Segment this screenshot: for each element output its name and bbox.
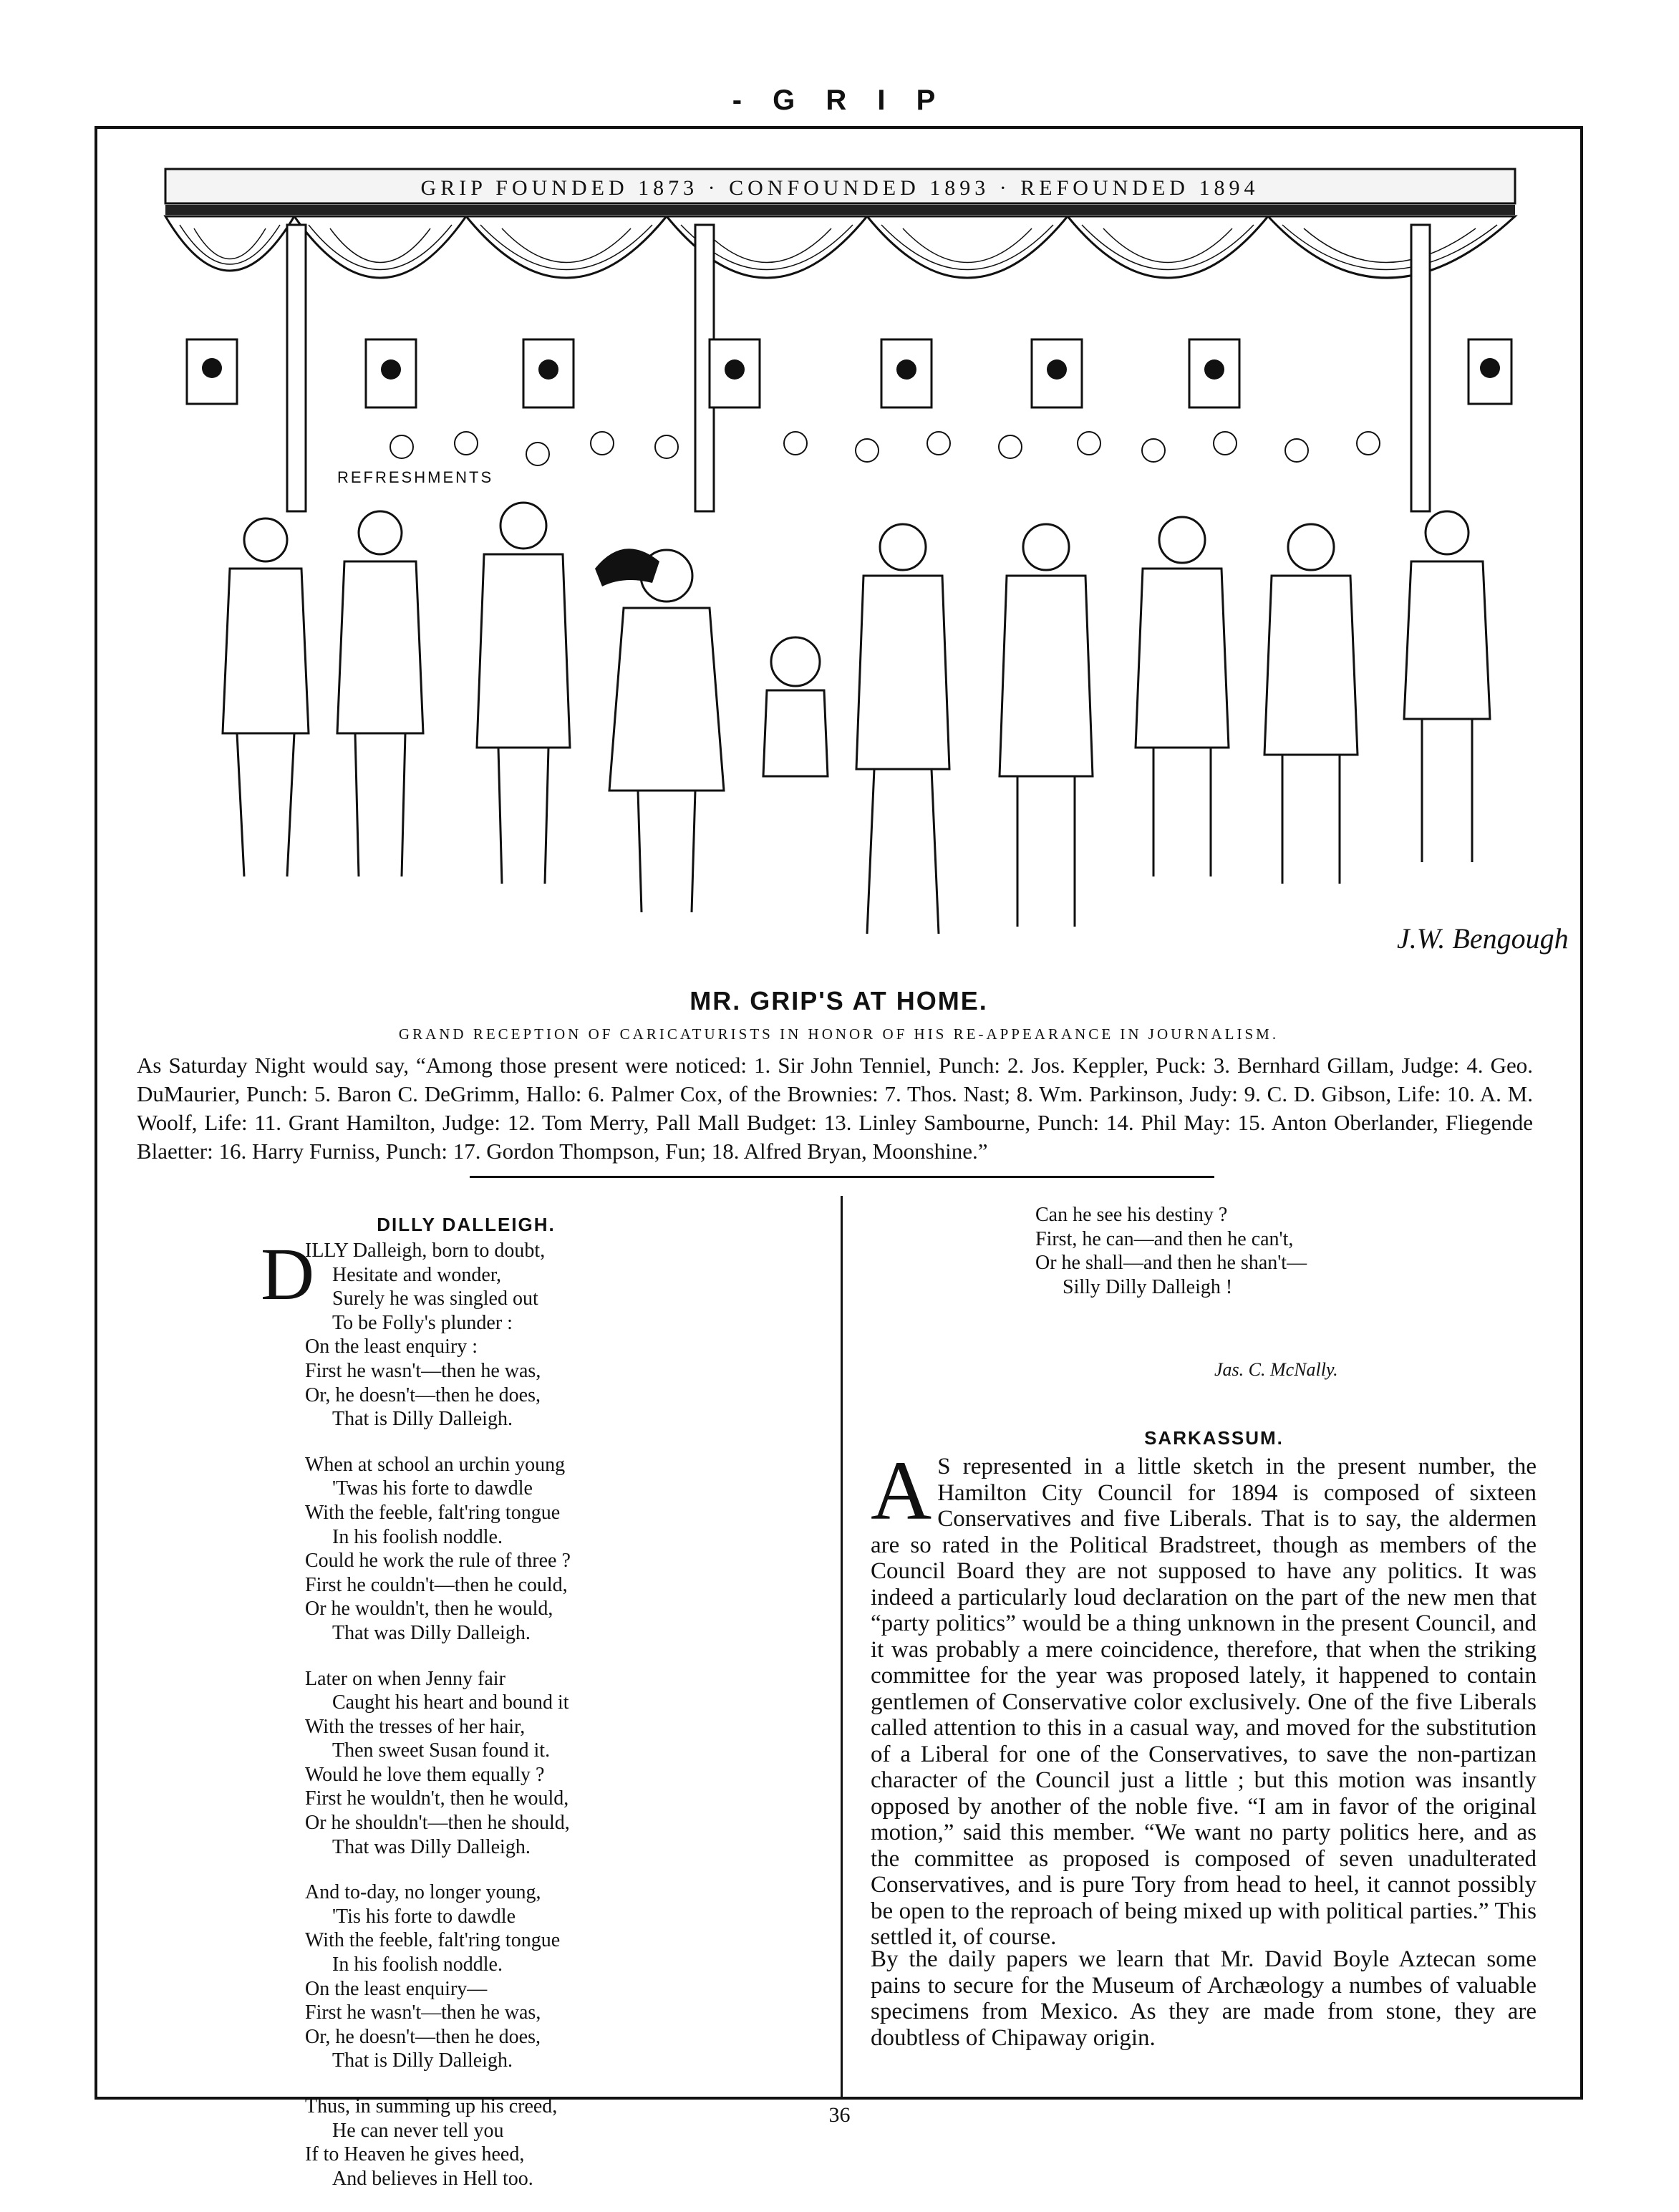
poem-stanza	[305, 1453, 571, 1646]
poem-line: First he wasn't—then he was,	[305, 1359, 541, 1382]
essay-paragraph	[871, 1444, 1537, 1951]
poem-line: With the feeble, falt'ring tongue	[305, 1501, 561, 1524]
cartoon-subtitle: GRAND RECEPTION OF CARICATURISTS IN HONOR OF HIS RE-APPEARANCE IN JOURNALISM.	[398, 1025, 1279, 1043]
poem-line: Or he shouldn't—then he should,	[305, 1812, 570, 1835]
artist-signature: J.W. Bengough	[1397, 922, 1569, 955]
poem-body	[261, 1233, 571, 2212]
poem-stanza	[261, 1233, 571, 1431]
page-number: 36	[828, 2103, 851, 2127]
refreshments-sign: REFRESHMENTS	[337, 468, 494, 486]
poem-line: With the tresses of her hair,	[305, 1715, 526, 1738]
poem-line: Hesitate and wonder,	[332, 1263, 502, 1286]
poem-line: That was Dilly Dalleigh.	[332, 1621, 531, 1644]
poem-line: With the feeble, falt'ring tongue	[305, 1929, 561, 1952]
poem-line: 'Tis his forte to dawdle	[332, 1905, 516, 1928]
essay-text: S represented in a little sketch in the present number, the Hamilton City Council for 1894 is composed of sixteen Conservatives and five Liberals. That is to say, the aldermen are so rated in the Political Bradstreet, though as members of the Council Board they are not supposed to have any politics. It was indeed a particularly loud declaration on the part of the new men that “party politics” would be a thing unknown in the present Council, and it was probably a mere coincidence, therefore, that when the striking committee for the year was proposed lately, it happened to contain gentlemen of Conservative color exclusively. One of the five Liberals called attention to this in a casual way, and moved for the substitution of a Liberal for one of the Conservatives, to save the non-partizan character of the Council just a little ; but this motion was insantly opposed by another of the noble five. “I am in favor of the original motion,” said this member. “We want no party politics here, and as the committee as proposed is composed of seven unadulterated Conservatives, and is pure Tory from head to heel, it cannot possibly be open to the reproach of being mixed up with political parties.” This settled it, of course.	[871, 1454, 1537, 1950]
poem-line: First, he can—and then he can't,	[1035, 1227, 1294, 1250]
poem-line: To be Folly's plunder :	[332, 1311, 513, 1334]
poem-line: He can never tell you	[332, 2119, 504, 2142]
essay-title: SARKASSUM.	[1144, 1427, 1284, 1449]
poem-line: And believes in Hell too.	[332, 2167, 533, 2190]
banner-text: GRIP FOUNDED 1873 · CONFOUNDED 1893 · REFOUNDED 1894	[420, 176, 1259, 200]
poem-line: Surely he was singled out	[332, 1288, 538, 1310]
poem-line: Or, he doesn't—then he does,	[305, 2025, 541, 2048]
poem-line: Can he see his destiny ?	[1035, 1204, 1228, 1226]
poem-continuation	[1035, 1203, 1307, 1299]
poem-stanza	[305, 1667, 571, 1860]
poem-line: First he wouldn't, then he would,	[305, 1787, 569, 1810]
column-divider	[841, 1196, 843, 2100]
poem-line: 'Twas his forte to dawdle	[332, 1477, 533, 1500]
poem-line: Or he shall—and then he shan't—	[1035, 1252, 1307, 1275]
poem-line: Later on when Jenny fair	[305, 1667, 505, 1690]
poem-line: If to Heaven he gives heed,	[305, 2143, 525, 2166]
poem-line: When at school an urchin young	[305, 1453, 566, 1476]
poem-line: Or, he doesn't—then he does,	[305, 1383, 541, 1406]
reception-illustration	[165, 160, 1569, 980]
poem-line: In his foolish noddle.	[332, 1953, 503, 1976]
poem-line: On the least enquiry—	[305, 1977, 488, 2000]
cartoon-title: MR. GRIP'S AT HOME.	[689, 986, 988, 1015]
poem-line: Could he work the rule of three ?	[305, 1550, 571, 1573]
poem-line: Silly Dilly Dalleigh !	[1063, 1275, 1233, 1298]
poem-line: In his foolish noddle.	[332, 1525, 503, 1548]
essay-drop-cap: A	[871, 1444, 932, 1537]
poem-author: Jas. C. McNally.	[1214, 1359, 1338, 1380]
poem-line: First he wasn't—then he was,	[305, 2001, 541, 2024]
poem-line: That is Dilly Dalleigh.	[332, 1408, 513, 1431]
poem-line: And to-day, no longer young,	[305, 1881, 541, 1904]
poem-line: First he couldn't—then he could,	[305, 1573, 568, 1596]
poem-line: ILLY Dalleigh, born to doubt,	[305, 1240, 546, 1262]
masthead-title: - G R I P	[732, 84, 947, 116]
poem-line: Would he love them equally ?	[305, 1763, 545, 1786]
poem-stanza	[305, 1880, 571, 2073]
poem-line: Then sweet Susan found it.	[332, 1739, 551, 1762]
essay-paragraph-2: By the daily papers we learn that Mr. David Boyle Aztecan some pains to secure for the Museum of Archæology a numbes of valuable specimens from Mexico. As they are made from stone, they are doubtless of Chipaway origin.	[871, 1946, 1537, 2051]
caption-rule	[470, 1176, 1214, 1178]
poem-line: Caught his heart and bound it	[332, 1691, 569, 1714]
poem-line: That is Dilly Dalleigh.	[332, 2049, 513, 2072]
poem-title: DILLY DALLEIGH.	[377, 1214, 556, 1235]
poem-line: Thus, in summing up his creed,	[305, 2095, 558, 2117]
cartoon-caption: As Saturday Night would say, “Among those present were noticed: 1. Sir John Tenniel, Punch: 2. Jos. Keppler, Puck: 3. Bernhard Gillam, Judge: 4. Geo. DuMaurier, Punch: 5. Baron C. DeGrimm, Hallo: 6. Palmer Cox, of the Brownies: 7. Thos. Nast; 8. Wm. Parkinson, Judy: 9. C. D. Gibson, Life: 10. A. M. Woolf, Life: 11. Grant Hamilton, Judge: 12. Tom Merry, Pall Mall Budget: 13. Linley Sambourne, Punch: 14. Phil May: 15. Anton Oberlander, Fliegende Blaetter: 16. Harry Furniss, Punch: 17. Gordon Thompson, Fun; 18. Alfred Bryan, Moonshine.”	[137, 1053, 1533, 1164]
poem-line: That was Dilly Dalleigh.	[332, 1835, 531, 1858]
poem-drop-cap: D	[261, 1233, 315, 1315]
poem-line: Or he wouldn't, then he would,	[305, 1598, 553, 1621]
poem-line: On the least enquiry :	[305, 1336, 478, 1358]
